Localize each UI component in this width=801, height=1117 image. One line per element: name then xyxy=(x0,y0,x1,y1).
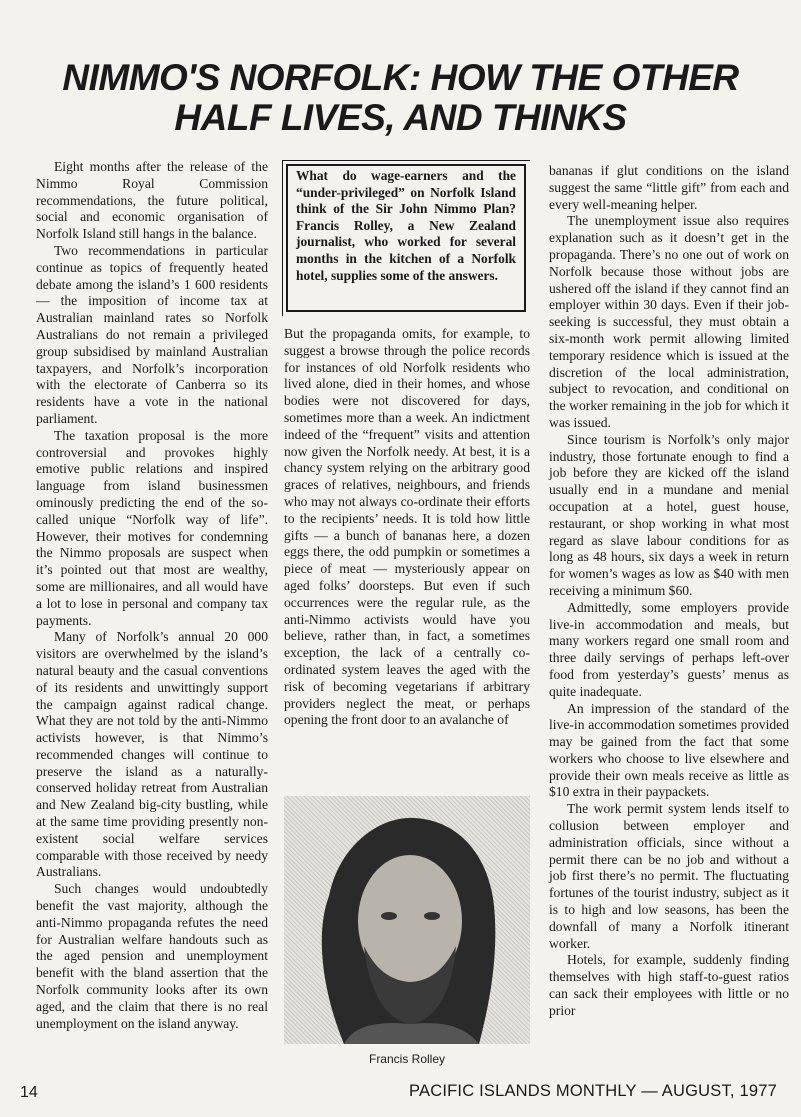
paragraph: bananas if glut conditions on the island suggest the same “little gift” from each and every well-meaning helper. xyxy=(549,163,789,212)
paragraph: Such changes would undoubtedly benefit the vast majority, although the anti-Nimmo propaganda refutes the need for Australian welfare handouts such as the aged pension and unemployment benefit with the bland assertion that the Norfolk community looks after its own aged, and the claim that there is no real unemployment on the island anyway. xyxy=(36,881,268,1031)
paragraph: The work permit system lends itself to collusion between employer and administration officials, since without a permit there can be no job and without a job first there’s no permit. The fluctuating fortunes of the tourist industry, subject as it is to high and low seasons, has been the downfall of many a Norfolk itinerant worker. xyxy=(549,801,789,951)
paragraph: Hotels, for example, suddenly finding themselves with high staff-to-guest ratios can sack their employees with little or no prior xyxy=(549,952,789,1018)
intro-text: What do wage-earners and the “under-privileged” on Norfolk Island think of the Sir John Nimmo Plan? Francis Rolley, a New Zealand journalist, who worked for several months in the kitchen of a Norfolk hotel, supplies some of the answers. xyxy=(296,168,516,283)
paragraph: The unemployment issue also requires explanation such as it doesn’t get in the propaganda. There’s no one out of work on Norfolk because those without jobs are ushered off the island if they cannot find an employer within 30 days. Even if their job-seeking is successful, they must obtain a six-month work permit allowing limited temporary residence which is issued at the discretion of the local administration, subject to revocation, and conditional on the worker remaining in the job for which it was issued. xyxy=(549,213,789,430)
page-number: 14 xyxy=(20,1084,38,1101)
intro-box xyxy=(286,164,526,312)
headline-line-1: NIMMO'S NORFOLK: HOW THE OTHER xyxy=(62,57,739,98)
paragraph: But the propaganda omits, for example, to suggest a browse through the police records for instances of old Norfolk residents who lived alone, died in their homes, and whose bodies were not discovered for days, sometimes more than a week. An indictment indeed of the “frequent” visits and attention now given the Norfolk needy. At best, it is a chancy system relying on the arbitrary good graces of relatives, neighbours, and friends who may not always co-ordinate their efforts to the recipients’ needs. It is told how little gifts — a bunch of bananas here, a dozen eggs there, the odd pumpkin or sometimes a piece of meat — mysteriously appear on aged folks’ doorsteps. But even if such occurrences were the regular rule, as the anti-Nimmo activists would have you believe, rather than, in fact, a sometimes exception, the lack of a centrally co-ordinated system leaves the aged with the risk of becoming vegetarians if arbitrary providers neglect the meat, or perhaps opening the front door to an avalanche of xyxy=(284,326,530,728)
article-column-3 xyxy=(549,163,789,1020)
running-title: PACIFIC ISLANDS MONTHLY — AUGUST, 1977 xyxy=(409,1082,777,1100)
paragraph: Admittedly, some employers provide live-in accommodation and meals, but many workers regard one small room and three daily servings of perhaps left-over food from yesterday’s guests’ menus as quite inadequate. xyxy=(549,599,789,699)
paragraph: Many of Norfolk’s annual 20 000 visitors are overwhelmed by the island’s natural beauty and the casual conventions of its residents and unwittingly support the campaign against radical change. What they are not told by the anti-Nimmo activists however, is that Nimmo’s recommended changes will continue to preserve the island as a naturally-conserved holiday retreat from Australian and New Zealand big-city bustling, while at the same time providing presently non-existent social welfare services comparable with those received by needy Australians. xyxy=(36,629,268,880)
paragraph: Two recommendations in particular continue as topics of frequently heated debate among the island’s 1 600 residents — the imposition of income tax at Australian mainland rates so Norfolk Australians do not remain a privileged group subsidised by mainland Australian taxpayers, and Norfolk’s incorporation with the electorate of Canberra so its residents have a vote in the national parliament. xyxy=(36,242,268,426)
article-column-2 xyxy=(284,326,530,729)
article-column-1 xyxy=(36,159,268,1032)
portrait-illustration xyxy=(284,796,530,1044)
headline-line-2: HALF LIVES, AND THINKS xyxy=(174,97,627,138)
headline xyxy=(20,58,781,138)
paragraph: An impression of the standard of the live-in accommodation sometimes provided may be gained from the fact that some workers who choose to live elsewhere and provide their own meals receive as little as $10 extra in their paypackets. xyxy=(549,700,789,800)
photo-caption: Francis Rolley xyxy=(368,1052,446,1066)
paragraph: The taxation proposal is the more controversial and provokes highly emotive public relations and inspired language from island businessmen ominously predicting the end of the so-called unique “Norfolk way of life”. However, their motives for condemning the Nimmo proposals are suspect when it’s pointed out that most are wealthy, some are millionaires, and all would have a lot to lose in personal and company tax payments. xyxy=(36,427,268,628)
paragraph: Eight months after the release of the Nimmo Royal Commission recommendations, the future political, social and economic organisation of Norfolk Island still hangs in the balance. xyxy=(36,159,268,242)
paragraph: Since tourism is Norfolk’s only major industry, those fortunate enough to find a job before they are kicked off the island usually end in a mundane and menial occupation at a hotel, guest house, restaurant, or shop working in what most regard as slave labour conditions for as long as 48 hours, six days a week in return for women’s wages as low as $40 with men receiving a minimum $60. xyxy=(549,431,789,598)
author-photo xyxy=(284,796,530,1044)
